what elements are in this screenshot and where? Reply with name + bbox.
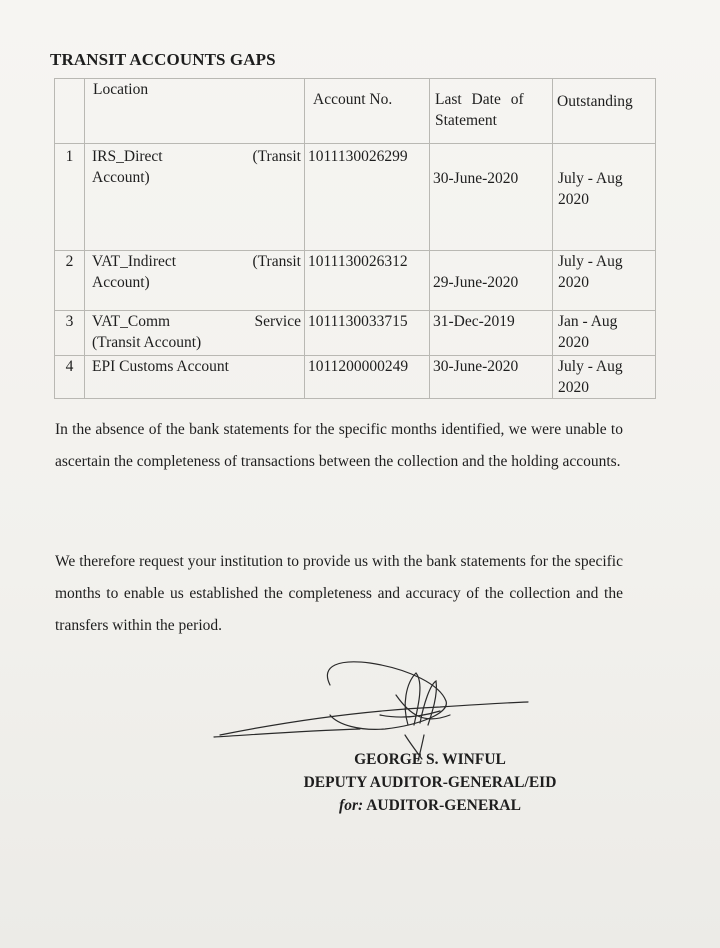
- row-number: 3: [55, 311, 85, 356]
- row-location: [85, 311, 305, 356]
- paragraph-missing-statements: In the absence of the bank statements for the specific months identified, we were unable to ascertain the completeness of transactions between the collection and the holding accounts.: [55, 421, 623, 470]
- row-location: [85, 356, 305, 399]
- header-location: Location: [85, 79, 305, 144]
- table-row: [55, 311, 656, 356]
- table-row: [55, 144, 656, 251]
- location-tag: (Transit: [252, 253, 301, 270]
- table-row: [55, 356, 656, 399]
- row-number: 4: [55, 356, 85, 399]
- section-title: TRANSIT ACCOUNTS GAPS: [50, 50, 276, 69]
- signature-block: [280, 748, 580, 817]
- header-no: [55, 79, 85, 144]
- row-account-no: 1011200000249: [305, 356, 430, 399]
- row-outstanding: [553, 311, 656, 356]
- location-line2: Account): [92, 169, 150, 186]
- location-name: EPI Customs Account: [92, 358, 229, 375]
- row-outstanding: [553, 251, 656, 311]
- signatory-for-line: [280, 794, 580, 817]
- outstanding-year: 2020: [558, 379, 589, 396]
- location-name: VAT_Indirect: [92, 253, 177, 270]
- row-outstanding: [553, 144, 656, 251]
- location-line2: (Transit Account): [92, 334, 202, 351]
- outstanding-year: 2020: [558, 274, 589, 291]
- table-row: [55, 251, 656, 311]
- location-tag: (Transit: [252, 148, 301, 165]
- outstanding-months: July - Aug: [558, 253, 623, 270]
- outstanding-months: Jan - Aug: [558, 313, 618, 330]
- outstanding-months: July - Aug: [558, 170, 623, 187]
- transit-accounts-table: [54, 78, 656, 399]
- location-name: IRS_Direct: [92, 148, 163, 165]
- row-last-date: 29-June-2020: [430, 251, 553, 311]
- row-location: [85, 144, 305, 251]
- location-tag: Service: [254, 313, 301, 330]
- row-last-date: 31-Dec-2019: [430, 311, 553, 356]
- signatory-name: GEORGE S. WINFUL: [354, 751, 506, 768]
- signatory-title: DEPUTY AUDITOR-GENERAL/EID: [303, 774, 557, 791]
- location-line2: Account): [92, 274, 150, 291]
- row-location: [85, 251, 305, 311]
- for-prefix: for:: [339, 797, 364, 814]
- row-last-date: 30-June-2020: [430, 144, 553, 251]
- row-number: 2: [55, 251, 85, 311]
- row-outstanding: [553, 356, 656, 399]
- header-outstanding: Outstanding: [553, 79, 656, 144]
- row-account-no: 1011130026299: [305, 144, 430, 251]
- row-account-no: 1011130033715: [305, 311, 430, 356]
- location-name: VAT_Comm: [92, 313, 171, 330]
- header-account-no: Account No.: [305, 79, 430, 144]
- for-office: AUDITOR-GENERAL: [366, 797, 521, 814]
- row-account-no: 1011130026312: [305, 251, 430, 311]
- outstanding-year: 2020: [558, 334, 589, 351]
- row-last-date: 30-June-2020: [430, 356, 553, 399]
- outstanding-months: July - Aug: [558, 358, 623, 375]
- outstanding-year: 2020: [558, 191, 589, 208]
- paragraph-request: We therefore request your institution to provide us with the bank statements for the specific months to enable us established the completeness and accuracy of the collection and the transfers within the period.: [55, 553, 623, 634]
- header-last-date: Last Date of Statement: [430, 79, 553, 144]
- table-header-row: [55, 79, 656, 144]
- row-number: 1: [55, 144, 85, 251]
